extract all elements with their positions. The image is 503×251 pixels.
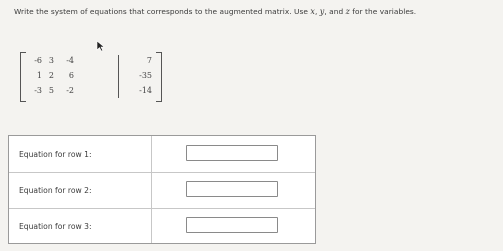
table-row — [9, 208, 315, 244]
row-1-label: Equation for row 1: — [19, 150, 92, 159]
matrix-entry: -4 — [66, 56, 74, 65]
row-2-equation-input[interactable] — [186, 181, 278, 197]
equations-table — [8, 135, 316, 244]
matrix-entry: -3 — [34, 86, 42, 95]
matrix-entry: 6 — [68, 71, 74, 80]
row-3-equation-input[interactable] — [186, 217, 278, 233]
matrix-entry: 5 — [48, 86, 54, 95]
row-3-label: Equation for row 3: — [19, 222, 92, 231]
matrix-entry: -6 — [34, 56, 42, 65]
instruction-text-part: for the variables. — [349, 7, 417, 16]
matrix-constant: -14 — [139, 86, 152, 95]
matrix-constant: 7 — [146, 56, 152, 65]
mouse-pointer-icon — [96, 40, 105, 52]
matrix-constant: -35 — [139, 71, 152, 80]
augmented-matrix — [20, 52, 162, 102]
matrix-entry: 3 — [48, 56, 54, 65]
matrix-entry: -2 — [66, 86, 74, 95]
variable-x: x — [310, 7, 315, 16]
augmentation-bar — [118, 55, 119, 98]
variable-z: z — [345, 7, 350, 16]
instruction-text — [14, 7, 416, 16]
instruction-text-part: Write the system of equations that corresponds to the augmented matrix. Use — [14, 7, 311, 16]
matrix-entry: 1 — [36, 71, 42, 80]
table-row — [9, 136, 315, 173]
matrix-entry: 2 — [48, 71, 54, 80]
instruction-text-part: , — [314, 7, 320, 16]
variable-y: y — [319, 7, 325, 16]
row-1-equation-input[interactable] — [186, 145, 278, 161]
row-2-label: Equation for row 2: — [19, 186, 92, 195]
instruction-text-part: , and — [324, 7, 346, 16]
table-row — [9, 172, 315, 209]
matrix-right-bracket — [156, 52, 162, 102]
